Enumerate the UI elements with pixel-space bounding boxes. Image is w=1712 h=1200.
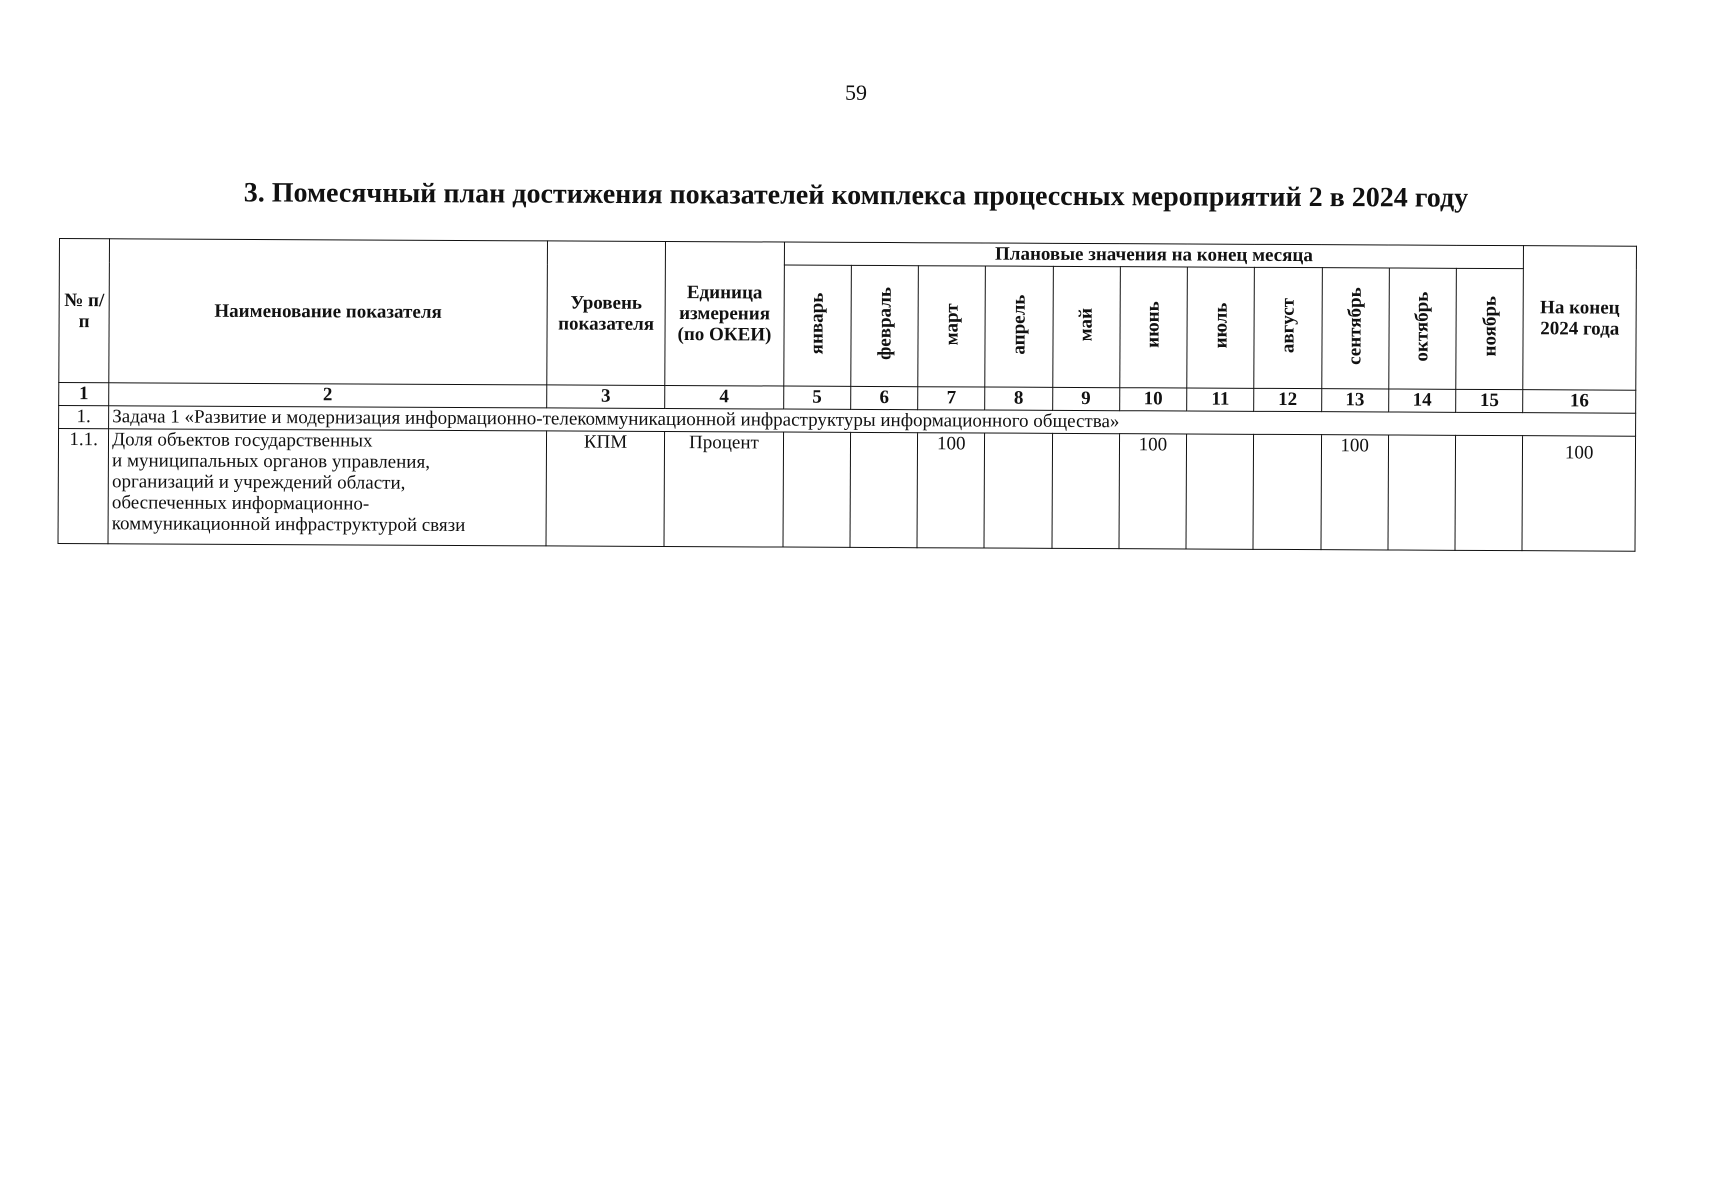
year-end-value: 100 [1522, 436, 1635, 552]
column-number: 11 [1187, 388, 1254, 411]
column-number: 7 [918, 387, 985, 410]
month-value-feb [850, 432, 918, 547]
month-value-oct [1388, 435, 1456, 550]
column-number: 12 [1254, 388, 1321, 411]
column-number: 9 [1052, 387, 1119, 410]
indicator-unit: Процент [664, 431, 783, 547]
column-number: 16 [1523, 390, 1636, 414]
header-month-nov: ноябрь [1456, 268, 1524, 389]
header-month-jan: январь [783, 265, 851, 386]
column-number: 14 [1388, 389, 1455, 412]
header-month-mar: март [918, 266, 986, 387]
month-value-jul [1186, 434, 1254, 549]
column-number: 15 [1456, 389, 1524, 412]
header-unit: Единица измерения (по ОКЕИ) [665, 241, 784, 386]
document-title: 3. Помесячный план достижения показателей комплекса процессных мероприятий 2 в 2024 году [243, 177, 1469, 214]
month-value-jun: 100 [1119, 434, 1187, 549]
header-month-apr: апрель [985, 266, 1053, 387]
header-year-end: На конец 2024 года [1523, 246, 1636, 391]
plan-table-container [58, 238, 1637, 552]
header-month-oct: октябрь [1389, 268, 1457, 389]
table-row [58, 429, 1636, 552]
month-value-may [1052, 433, 1120, 548]
month-value-sep: 100 [1321, 435, 1389, 550]
header-name: Наименование показателя [109, 239, 547, 385]
monthly-plan-table [58, 238, 1637, 552]
task-description: Задача 1 «Развитие и модернизация информационно-телекоммуникационной инфраструктуры информационного общества» [109, 406, 1636, 436]
header-level: Уровень показателя [547, 241, 666, 386]
month-value-apr [984, 433, 1052, 548]
column-number: 13 [1321, 389, 1388, 412]
header-month-jul: июль [1187, 267, 1255, 388]
column-number: 4 [665, 385, 784, 409]
header-month-may: май [1052, 266, 1120, 387]
column-number: 2 [109, 383, 547, 408]
header-month-feb: февраль [851, 265, 919, 386]
header-plan-group: Плановые значения на конец месяца [784, 242, 1524, 269]
row-number: 1.1. [58, 429, 109, 544]
indicator-name [108, 429, 546, 546]
column-number: 5 [783, 386, 850, 409]
indicator-name-line: организаций и учреждений области, [111, 471, 406, 494]
header-num: № п/п [59, 239, 110, 383]
page-number: 59 [845, 80, 867, 105]
header-month-aug: август [1254, 267, 1322, 388]
month-value-aug [1253, 434, 1321, 549]
indicator-level: КПМ [546, 431, 665, 547]
column-number: 3 [546, 385, 665, 409]
column-number: 1 [59, 383, 109, 406]
indicator-name-line: и муниципальных органов управления, [112, 450, 431, 473]
column-number: 8 [985, 387, 1052, 410]
indicator-name-line: обеспеченных информационно- [111, 492, 370, 515]
month-value-nov [1455, 435, 1523, 550]
column-number: 10 [1119, 388, 1186, 411]
indicator-name-line: Доля объектов государственных [112, 429, 373, 452]
indicator-name-line: коммуникационной инфраструктурой связи [111, 513, 466, 536]
month-value-mar: 100 [917, 433, 985, 548]
month-value-jan [783, 432, 851, 547]
header-month-sep: сентябрь [1321, 268, 1389, 389]
header-month-jun: июнь [1120, 267, 1188, 388]
column-number: 6 [851, 386, 918, 409]
task-number: 1. [59, 406, 109, 429]
